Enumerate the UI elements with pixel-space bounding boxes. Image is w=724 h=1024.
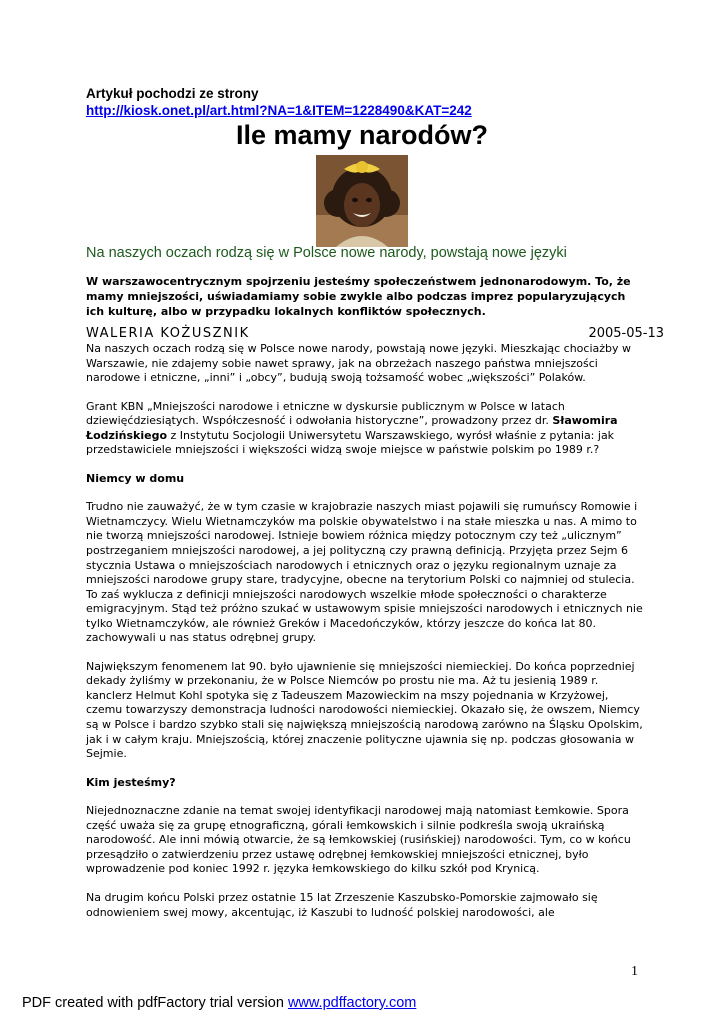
section-heading: Kim jesteśmy?	[86, 775, 176, 789]
publication-date: 2005-05-13	[588, 326, 664, 341]
source-url-link[interactable]: http://kiosk.onet.pl/art.html?NA=1&ITEM=1228490&KAT=242	[86, 103, 472, 118]
pdf-footer	[22, 995, 416, 1011]
paragraph: Na naszych oczach rodzą się w Polsce nowe narody, powstają nowe języki. Mieszkając chociażby w Warszawie, nie zdajemy sobie nawet sprawy, jak na obrzeżach naszego państwa mniejszości narodowe i etniczne, „inni” i „obcy”, budują swoją tożsamość wobec „większości” Polaków.	[86, 342, 632, 385]
source-label: Artykuł pochodzi ze strony	[86, 86, 259, 101]
article-title: Ile mamy narodów?	[235, 120, 489, 150]
footer-text: PDF created with pdfFactory trial version	[22, 995, 288, 1011]
paragraph: Niejednoznaczne zdanie na temat swojej identyfikacji narodowej mają natomiast Łemkowie. Spora część uważa się za grupę etnograficzną, górali łemkowskich i silnie podkreśla swoją ukraińską narodowość. Ale inni mówią otwarcie, że są łemkowskiej (rusińskiej) narodowości. Tym, co w końcu przesądziło o zatwierdzeniu przez ustawę odrębnej łemkowskiej mniejszości etnicznej, było wprowadzenie pod koniec 1992 r. języka łemkowskiego do kilku szkół pod Krynicą.	[86, 804, 631, 876]
article-abstract: W warszawocentrycznym spojrzeniu jesteśmy społeczeństwem jednonarodowym. To, że mamy mniejszości, uświadamiamy sobie zwykle albo podczas imprez popularyzujących ich kulturę, albo w przypadku lokalnych konfliktów społecznych.	[86, 275, 631, 318]
paragraph	[86, 400, 646, 458]
author-name: WALERIA KOŻUSZNIK	[86, 326, 250, 341]
article-subtitle: Na naszych oczach rodzą się w Polsce nowe narody, powstają nowe języki	[86, 245, 567, 261]
section-heading: Niemcy w domu	[86, 471, 185, 485]
child-portrait-illustration	[316, 155, 408, 247]
researcher-name: Sławomira Łodzińskiego	[86, 414, 618, 442]
paragraph: Trudno nie zauważyć, że w tym czasie w krajobrazie naszych miast pojawili się rumuńscy Romowie i Wietnamczycy. Wielu Wietnamczyków ma polskie obywatelstwo i na stałe mieszka u nas. A mimo to nie tworzą mniejszości narodowej. Istnieje bowiem różnica między potocznym czy też „ulicznym” postrzeganiem mniejszości narodowej, a jej polityczną czy prawną definicją. Przyjęta przez Sejm 6 stycznia Ustawa o mniejszościach narodowych i etnicznych oraz o języku regionalnym uznaje za mniejszości narodowe grupy stare, tradycyjne, obecne na terytorium Polski co najmniej od stulecia. To zaś wyklucza z definicji mniejszości narodowych wszelkie młode społeczności o charakterze emigracyjnym. Stąd też próżno szukać w ustawowym spisie mniejszości narodowych i etnicznych nie tylko Wietnamczyków, ale również Greków i Macedończyków, którzy jeszcze do końca lat 80. zachowywali u nas status odrębnej grupy.	[86, 500, 643, 645]
paragraph: Na drugim końcu Polski przez ostatnie 15 lat Zrzeszenie Kaszubsko-Pomorskie zajmowało się odnowieniem swej mowy, akcentując, iż Kaszubi to ludność polskiej narodowości, ale	[86, 890, 598, 919]
paragraph-text: Grant KBN „Mniejszości narodowe i etniczne w dyskursie publicznym w Polsce w latach dziewięćdziesiątych. Współczesność i odwołania historyczne”, prowadzony przez dr.	[86, 399, 565, 428]
paragraph-text: z Instytutu Socjologii Uniwersytetu Warszawskiego, wyrósł właśnie z pytania: jak przedstawiciele mniejszości i większości widzą swoje miejsce w państwie polskim po 1989 r.?	[86, 428, 615, 457]
paragraph: Największym fenomenem lat 90. było ujawnienie się mniejszości niemieckiej. Do końca poprzedniej dekady żyliśmy w przekonaniu, że w Polsce Niemców po prostu nie ma. Aż tu jesienią 1989 r. kanclerz Helmut Kohl spotyka się z Tadeuszem Mazowieckim na mszy pojednania w Krzyżowej, czemu towarzyszy demonstracja ludności narodowości niemieckiej. Okazało się, że owszem, Niemcy są w Polsce i bardzo szybko stali się największą mniejszością narodową zarówno na Śląsku Opolskim, jak i w całym kraju. Mniejszością, której znaczenie polityczne ujawnia się np. podczas głosowania w Sejmie.	[86, 659, 643, 761]
page-number: 1	[631, 964, 638, 979]
pdffactory-link[interactable]: www.pdffactory.com	[287, 995, 417, 1011]
article-photo	[316, 155, 408, 247]
article-body	[86, 342, 646, 934]
